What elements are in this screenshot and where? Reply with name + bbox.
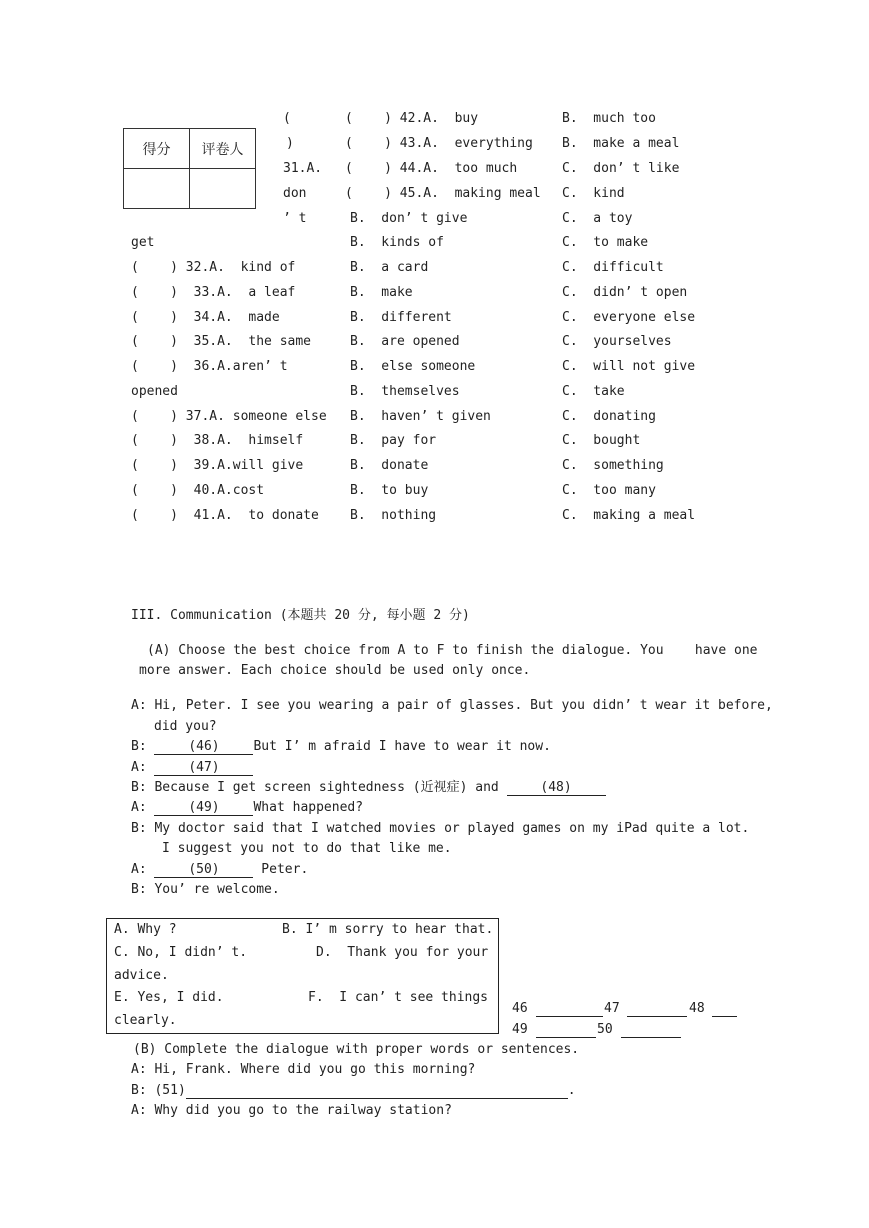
q31-c2: C. to make [562, 235, 649, 250]
question-39: ( ) 39.A.will give [131, 458, 304, 473]
question-32-b: B. a card [350, 260, 429, 275]
question-44: ( ) 44.A. too much [345, 161, 518, 176]
question-36: ( ) 36.A.aren’ t [131, 359, 288, 374]
question-38: ( ) 38.A. himself [131, 433, 304, 448]
grader-cell[interactable] [190, 169, 256, 209]
dialogue-line-7: A: (50) Peter. [131, 862, 309, 877]
question-39-c: C. something [562, 458, 664, 473]
blank-48[interactable]: (48) [507, 780, 606, 796]
question-38-c: C. bought [562, 433, 641, 448]
question-40-c: C. too many [562, 483, 656, 498]
part-a-instruction-2: more answer. Each choice should be used only once. [139, 663, 531, 678]
q31-c: C. a toy [562, 211, 633, 226]
q31-b2: B. kinds of [350, 235, 444, 250]
option-f-cont: clearly. [114, 1013, 177, 1028]
answer-label-46: 46 [512, 1001, 528, 1016]
option-b: B. I’ m sorry to hear that. [282, 922, 494, 937]
answer-label-48: 48 [689, 1001, 705, 1016]
blank-47[interactable]: (47) [154, 760, 253, 776]
answer-line-48[interactable] [712, 1016, 737, 1017]
option-d: D. Thank you for your [316, 945, 489, 960]
dialogue-line-1: A: Hi, Peter. I see you wearing a pair of glasses. But you didn’ t wear it before, [131, 698, 773, 713]
question-32: ( ) 32.A. kind of [131, 260, 296, 275]
score-cell[interactable] [124, 169, 190, 209]
option-f: F. I can’ t see things [308, 990, 489, 1005]
dialogue-line-5: A: (49) What happened? [131, 800, 364, 815]
answer-line-50[interactable] [621, 1037, 681, 1038]
question-34: ( ) 34.A. made [131, 310, 280, 325]
question-34-b: B. different [350, 310, 452, 325]
opened-word: opened [131, 384, 178, 399]
question-34-c: C. everyone else [562, 310, 696, 325]
question-36-b: B. else someone [350, 359, 476, 374]
question-43-c: B. make a meal [562, 136, 680, 151]
blank-49[interactable]: (49) [154, 800, 253, 816]
fragment-1: ) [286, 136, 294, 151]
question-41-c: C. making a meal [562, 508, 696, 523]
question-33-b: B. make [350, 285, 413, 300]
blank-46[interactable]: (46) [154, 739, 253, 755]
score-table [123, 128, 256, 209]
dialogue-line-2: B: (46) But I’ m afraid I have to wear it now. [131, 739, 551, 754]
question-35: ( ) 35.A. the same [131, 334, 312, 349]
score-header: 得分 [124, 129, 190, 169]
question-43: ( ) 43.A. everything [345, 136, 533, 151]
part-a-instruction-1: (A) Choose the best choice from A to F to finish the dialogue. You have one [147, 643, 758, 658]
question-41-b: B. nothing [350, 508, 437, 523]
question-35-c: C. yourselves [562, 334, 672, 349]
q31-b: B. don’ t give [350, 211, 468, 226]
fragment-0: ( [283, 111, 291, 126]
question-42-c: B. much too [562, 111, 656, 126]
answer-line-46[interactable] [536, 1016, 603, 1017]
part-b-line-2: B: (51) . [131, 1083, 576, 1098]
part-b-heading: (B) Complete the dialogue with proper words or sentences. [133, 1042, 580, 1057]
dialogue-line-3: A: (47) [131, 760, 253, 776]
question-36-c: C. will not give [562, 359, 696, 374]
dialogue-line-1b: did you? [154, 719, 217, 734]
option-a: A. Why ? [114, 922, 177, 937]
option-d-cont: advice. [114, 968, 169, 983]
dialogue-line-4: B: Because I get screen sightedness (近视症) and (48) [131, 780, 606, 796]
question-37-c: C. donating [562, 409, 656, 424]
get-word: get [131, 235, 155, 250]
question-35-b: B. are opened [350, 334, 460, 349]
question-33-c: C. didn’ t open [562, 285, 688, 300]
part-b-line-1: A: Hi, Frank. Where did you go this morning? [131, 1062, 476, 1077]
question-40-b: B. to buy [350, 483, 429, 498]
question-37: ( ) 37.A. someone else [131, 409, 327, 424]
answer-line-49[interactable] [536, 1037, 596, 1038]
question-36-b2: B. themselves [350, 384, 460, 399]
fragment-3: don [283, 186, 307, 201]
fragment-2: 31.A. [283, 161, 323, 176]
question-32-c: C. difficult [562, 260, 664, 275]
question-45: ( ) 45.A. making meal [345, 186, 541, 201]
dialogue-line-6: B: My doctor said that I watched movies or played games on my iPad quite a lot. [131, 821, 750, 836]
question-38-b: B. pay for [350, 433, 437, 448]
question-33: ( ) 33.A. a leaf [131, 285, 296, 300]
question-39-b: B. donate [350, 458, 429, 473]
option-c: C. No, I didn’ t. [114, 945, 248, 960]
question-42: ( ) 42.A. buy [345, 111, 479, 126]
answer-label-50: 50 [597, 1022, 613, 1037]
section-heading: III. Communication (本题共 20 分, 每小题 2 分) [131, 608, 470, 623]
question-40: ( ) 40.A.cost [131, 483, 265, 498]
answer-line-47[interactable] [627, 1016, 687, 1017]
dialogue-line-8: B: You’ re welcome. [131, 882, 280, 897]
part-b-line-3: A: Why did you go to the railway station? [131, 1103, 452, 1118]
blank-51[interactable] [186, 1083, 568, 1099]
answer-label-47: 47 [604, 1001, 620, 1016]
option-e: E. Yes, I did. [114, 990, 224, 1005]
fragment-4: ’ t [283, 211, 307, 226]
grader-header: 评卷人 [190, 129, 256, 169]
question-37-b: B. haven’ t given [350, 409, 491, 424]
dialogue-line-6b: I suggest you not to do that like me. [162, 841, 452, 856]
blank-50[interactable]: (50) [154, 862, 253, 878]
question-41: ( ) 41.A. to donate [131, 508, 319, 523]
question-44-c: C. don’ t like [562, 161, 680, 176]
question-45-c: C. kind [562, 186, 625, 201]
question-36-c2: C. take [562, 384, 625, 399]
answer-label-49: 49 [512, 1022, 528, 1037]
